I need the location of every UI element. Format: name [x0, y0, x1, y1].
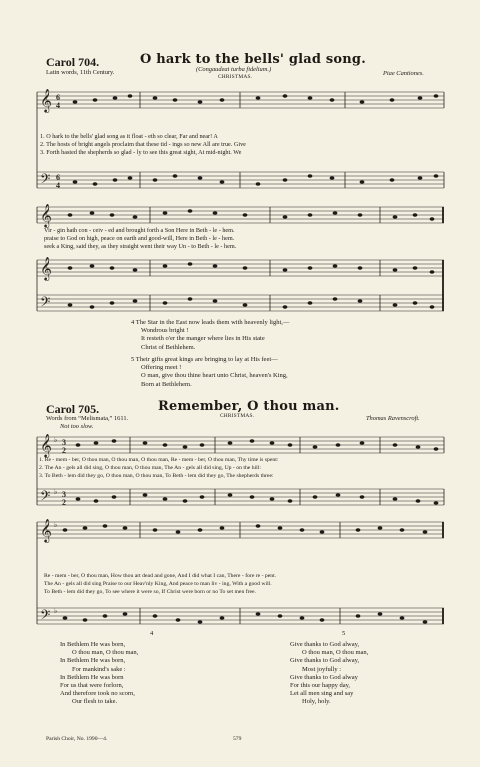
- carol-705-music-source: Thomas Ravenscroft.: [366, 415, 420, 422]
- svg-text:𝄢: 𝄢: [40, 607, 51, 626]
- verse-line: O man, give thou thine heart unto Christ, heaven's King,: [141, 372, 288, 380]
- svg-text:♭: ♭: [54, 436, 58, 444]
- carol-704-system-2-score: [0, 195, 480, 335]
- svg-text:𝄢: 𝄢: [40, 488, 51, 507]
- svg-text:𝄞: 𝄞: [40, 518, 52, 542]
- carol-704-occasion: CHRISTMAS.: [218, 74, 253, 80]
- svg-text:4: 4: [56, 101, 60, 110]
- verse-line: Let all men sing and say: [290, 690, 354, 698]
- svg-text:𝄢: 𝄢: [40, 294, 51, 313]
- verse-line: Give thanks to God alway: [290, 673, 358, 681]
- edition-note: Parish Choir, No. 1990—4.: [46, 736, 108, 742]
- verse-line: 4 The Star in the East now leads them with heavenly light,—: [131, 319, 290, 326]
- verse-line: Most joyfully :: [302, 665, 342, 673]
- lyric-line: 3. To Beth - lem did they go, O thou man, O thou man, To Beth - lem did they go, The shepherds three:: [39, 472, 274, 479]
- svg-text:𝄞: 𝄞: [40, 256, 52, 280]
- svg-text:♭: ♭: [54, 488, 58, 496]
- svg-text:6: 6: [56, 93, 60, 102]
- svg-text:𝄢: 𝄢: [40, 171, 51, 190]
- carol-705-verse-4-number: 4: [150, 630, 154, 637]
- carol-704-system-1-lyrics: [40, 133, 246, 156]
- verse-line: Born at Bethlehem.: [141, 380, 192, 388]
- carol-705-system-2-lyrics: [44, 573, 276, 596]
- lyric-line: 1. Re - mem - ber, O thou man, O thou man, O thou man, Re - mem - ber, O thou man, Thy time is spent:: [39, 457, 279, 463]
- svg-text:𝄞: 𝄞: [40, 433, 52, 457]
- verse-line: For mankind's sake :: [72, 665, 126, 673]
- verse-line: Offering meet !: [141, 364, 182, 372]
- verse-line: In Bethlem He was born: [60, 673, 124, 681]
- carol-704-number: Carol 704.: [46, 55, 100, 69]
- verse-line: Christ of Bethlehem.: [141, 343, 196, 351]
- carol-705-verse-5-number: 5: [342, 630, 346, 637]
- carol-704-verse-4: [131, 319, 289, 352]
- carol-704-latin-subtitle: (Congaudeat turba fidelium.): [196, 66, 272, 73]
- carol-704-words-source: Latin words, 11th Century.: [46, 69, 115, 76]
- carol-705-number: Carol 705.: [46, 402, 100, 416]
- verse-line: Wondrous bright !: [141, 327, 189, 335]
- svg-text:3: 3: [62, 438, 66, 447]
- lyric-line: Re - mem - ber, O thou man, How thou art dead and gone, And I did what I can, There - fore re - pent.: [44, 573, 277, 579]
- lyric-line: The An - gels all did sing Praise to our Heav'nly King, And peace to man liv - ing, With a good will.: [44, 580, 272, 587]
- verse-line: O thou man, O thou man,: [72, 649, 139, 657]
- lyric-line: Vir - gin hath con - ceiv - ed and brought forth a Son Here in Beth - le - hem.: [44, 227, 235, 234]
- svg-text:6: 6: [56, 173, 60, 182]
- carol-705-system-1-lyrics: [39, 457, 278, 480]
- carol-705-words-source: Words from “Melismata,” 1611.: [46, 415, 129, 422]
- verse-line: 5 Their gifts great kings are bringing to lay at His feet—: [131, 356, 278, 363]
- carol-704-verse-5: [131, 356, 288, 389]
- verse-line: In Bethlem He was born,: [60, 641, 126, 648]
- verse-line: Give thanks to God alway,: [290, 657, 360, 665]
- carol-705-verse-5: [290, 641, 368, 707]
- carol-704-music-source: Piae Cantiones.: [383, 70, 424, 77]
- lyric-line: To Beth - lem did they go, To see where it were so, If Christ were born or no To set men free.: [44, 588, 256, 595]
- carol-704-title: O hark to the bells' glad song.: [140, 52, 366, 67]
- verse-line: O thou man, O thou man,: [302, 649, 369, 657]
- lyric-line: 3. Forth hasted the shepherds so glad - ly to see this great sight, At mid-night. We: [40, 148, 242, 156]
- svg-text:4: 4: [56, 181, 60, 190]
- verse-line: In Bethlem He was born,: [60, 657, 126, 665]
- carol-705-occasion: CHRISTMAS.: [220, 413, 255, 419]
- verse-line: Give thanks to God alway,: [290, 641, 360, 648]
- verse-line: For us that were forlorn,: [60, 682, 124, 690]
- svg-text:𝄞: 𝄞: [40, 203, 52, 227]
- lyric-line: 1. O hark to the bells' glad song as it float - eth so clear, Far and near! A: [40, 133, 218, 140]
- lyric-line: seek a King, said they, as they straight went their way Un - to Beth - le - hem.: [44, 242, 237, 250]
- verse-line: For this our happy day,: [290, 682, 351, 690]
- verse-line: Holy, holy.: [302, 698, 331, 706]
- verse-line: Our flesh to take.: [72, 698, 118, 706]
- svg-text:♭: ♭: [54, 521, 58, 529]
- verse-line: It resteth o'er the manger where lies in His state: [141, 335, 265, 343]
- page-number: 579: [233, 736, 242, 742]
- carol-705-tempo: Not too slow.: [60, 423, 94, 430]
- svg-text:𝄞: 𝄞: [40, 88, 52, 112]
- carol-704-system-2-lyrics: [44, 227, 236, 250]
- lyric-line: 2. The hosts of bright angels proclaim that these tid - ings so new All are true. Give: [40, 140, 246, 148]
- lyric-line: praise to God on high, peace on earth and good-will, Here in Beth - le - hem.: [44, 234, 235, 242]
- svg-text:2: 2: [62, 498, 66, 507]
- svg-text:♭: ♭: [54, 607, 58, 615]
- carol-705-title: Remember, O thou man.: [158, 399, 340, 414]
- lyric-line: 2. The An - gels all did sing, O thou man, O thou man, The An - gels all did sing, Up - on the hill:: [39, 464, 261, 471]
- svg-text:3: 3: [62, 490, 66, 499]
- svg-text:2: 2: [62, 446, 66, 455]
- verse-line: And therefore took no scorn,: [60, 690, 135, 698]
- carol-705-verse-4: [60, 641, 138, 707]
